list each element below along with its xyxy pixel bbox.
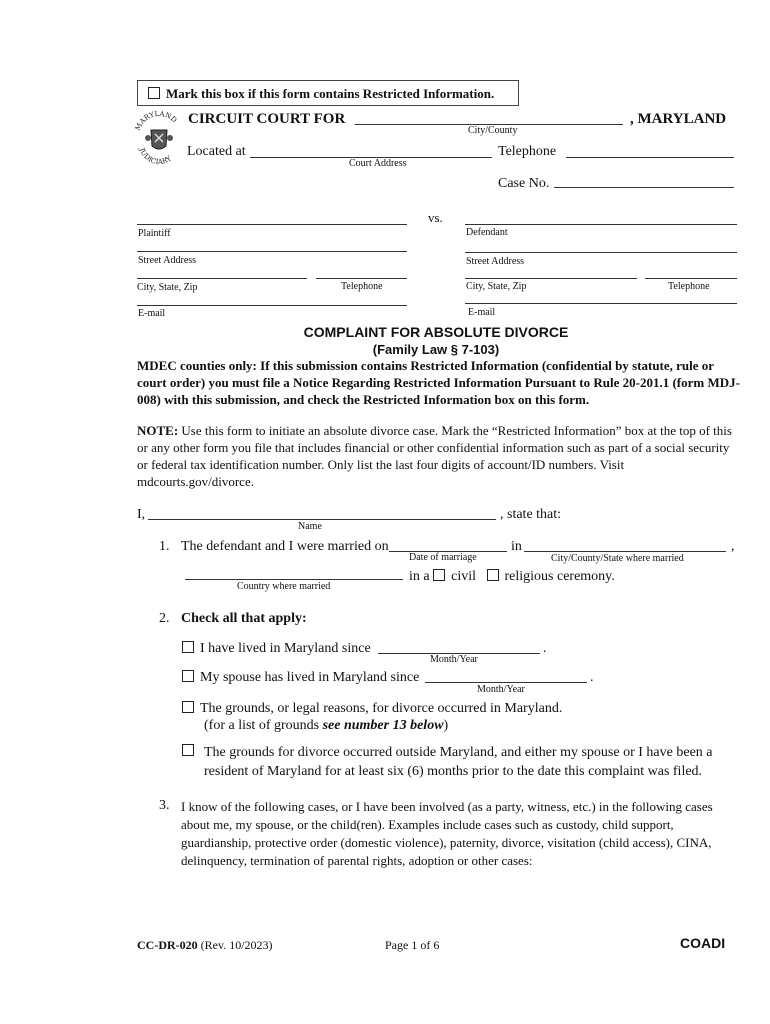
item2-heading: Check all that apply:: [181, 611, 307, 626]
option3-note-a: (for a list of grounds: [204, 718, 320, 733]
telephone-label: Telephone: [498, 144, 557, 159]
item2-number: 2.: [159, 611, 170, 626]
restricted-info-label: Mark this box if this form contains Restricted Information.: [166, 86, 495, 101]
option1-label: I have lived in Maryland since: [200, 641, 371, 656]
city-county-caption: City/County: [468, 125, 518, 136]
in-a-label: in a: [409, 569, 430, 584]
note-label: NOTE:: [137, 423, 179, 438]
option4-checkbox-wrap: [182, 744, 200, 760]
court-address-caption: Court Address: [349, 158, 407, 169]
name-line[interactable]: [148, 519, 496, 520]
option3-note-c: ): [443, 718, 449, 733]
page-subtitle: (Family Law § 7-103): [372, 342, 500, 357]
option4-label: The grounds for divorce occurred outside Maryland, and either my spouse or I have been a resident of Maryland for at least six (6) months prior to the date this complaint was filed.: [204, 745, 713, 779]
item2-option1: [182, 641, 371, 657]
name-caption: Name: [298, 521, 322, 532]
vs-label: vs.: [428, 210, 443, 225]
item3-text: I know of the following cases, or I have been involved (as a party, witness, etc.) in the following cases about me, my spouse, or the child(ren). Examples include cases such as custody, child support, guardianship, protective order (domestic violence), paternity, divorce, visitation (child access), CINA, delinquency, termination of parental rights, adoption or other cases:: [181, 799, 713, 868]
marriage-place-line[interactable]: [524, 551, 726, 552]
case-no-label: Case No.: [498, 176, 550, 191]
option4-checkbox[interactable]: [182, 744, 194, 756]
date-of-marriage-caption: Date of marriage: [409, 552, 477, 563]
svg-text:JUDICIARY: [137, 146, 173, 166]
case-no-line[interactable]: [554, 187, 734, 188]
svg-text:MARYLAND: [134, 110, 179, 132]
court-telephone-line[interactable]: [566, 157, 734, 158]
circuit-court-for: CIRCUIT COURT FOR: [188, 111, 346, 127]
page-number: Page 1 of 6: [385, 938, 440, 952]
item2-option2: [182, 670, 419, 686]
item1-in: in: [511, 539, 522, 554]
marriage-place-caption: City/County/State where married: [551, 553, 684, 564]
option3-checkbox[interactable]: [182, 701, 194, 713]
defendant-city-line[interactable]: [465, 278, 637, 279]
defendant-email-caption: E-mail: [468, 307, 496, 318]
footer-form-id: [137, 938, 273, 953]
country-caption: Country where married: [237, 581, 331, 592]
option1-caption: Month/Year: [430, 654, 478, 665]
plaintiff-email-line[interactable]: [137, 305, 407, 306]
page-title: COMPLAINT FOR ABSOLUTE DIVORCE: [303, 324, 569, 340]
plaintiff-city-line[interactable]: [137, 278, 307, 279]
restricted-info-checkbox[interactable]: [148, 87, 160, 99]
item2-option3: [182, 701, 562, 717]
option3-label: The grounds, or legal reasons, for divorce occurred in Maryland.: [200, 701, 563, 716]
form-revision: (Rev. 10/2023): [200, 938, 273, 952]
option1-checkbox[interactable]: [182, 641, 194, 653]
ceremony-choice: [409, 569, 615, 585]
option1-end: .: [543, 641, 547, 656]
item1-number: 1.: [159, 539, 170, 554]
maryland-judiciary-seal-icon: [133, 110, 185, 168]
option2-caption: Month/Year: [477, 684, 525, 695]
intro-i: I,: [137, 507, 146, 522]
note-text: Use this form to initiate an absolute divorce case. Mark the “Restricted Information” box at the top of this or any other form you file that includes financial or other confidential information such as part of a social security or federal tax identification number. Only list the last four digits of account/ID numbers. Visit mdcourts.gov/divorce.: [137, 423, 732, 489]
located-at-label: Located at: [187, 144, 246, 159]
religious-label: religious ceremony.: [504, 569, 615, 584]
seal-bottom-text: JUDICIARY: [137, 147, 173, 167]
item3-number: 3.: [159, 798, 170, 813]
civil-checkbox[interactable]: [433, 569, 445, 581]
plaintiff-caption: Plaintiff: [138, 228, 171, 239]
option3-note-b: see number 13 below: [322, 718, 444, 733]
item1-text: The defendant and I were married on: [181, 539, 389, 554]
restricted-info-box: [137, 80, 519, 106]
form-id: CC-DR-020: [137, 938, 198, 952]
defendant-email-line[interactable]: [465, 303, 737, 304]
plaintiff-line[interactable]: [137, 224, 407, 225]
defendant-caption: Defendant: [466, 227, 508, 238]
footer-abbreviation: COADI: [680, 935, 726, 951]
item1-comma: ,: [731, 539, 735, 554]
civil-label: civil: [451, 569, 476, 584]
defendant-line[interactable]: [465, 224, 737, 225]
maryland-label: , MARYLAND: [630, 111, 727, 127]
plaintiff-city-caption: City, State, Zip: [137, 282, 198, 293]
plaintiff-street-caption: Street Address: [138, 255, 197, 266]
plaintiff-phone-line[interactable]: [316, 278, 407, 279]
note-paragraph: [137, 422, 742, 490]
country-line[interactable]: [185, 579, 403, 580]
defendant-city-caption: City, State, Zip: [466, 281, 527, 292]
option2-line[interactable]: [425, 682, 587, 683]
defendant-phone-line[interactable]: [645, 278, 737, 279]
option2-end: .: [590, 670, 594, 685]
defendant-phone-caption: Telephone: [668, 281, 710, 292]
option3-note: [204, 718, 448, 734]
option2-checkbox[interactable]: [182, 670, 194, 682]
religious-checkbox[interactable]: [487, 569, 499, 581]
plaintiff-phone-caption: Telephone: [341, 281, 383, 292]
plaintiff-street-line[interactable]: [137, 251, 407, 252]
option2-label: My spouse has lived in Maryland since: [200, 670, 420, 685]
defendant-street-line[interactable]: [465, 252, 737, 253]
intro-state-that: , state that:: [500, 507, 562, 522]
seal-top-text: MARYLAND: [133, 110, 179, 132]
defendant-street-caption: Street Address: [466, 256, 525, 267]
mdec-notice: MDEC counties only: If this submission contains Restricted Information (confidential by statute, rule or court order) you must file a Notice Regarding Restricted Information Pursuant to Rule 20-201.1 (form MDJ-008) with this submission, and check the Restricted Information box on this form.: [137, 358, 740, 407]
plaintiff-email-caption: E-mail: [138, 308, 166, 319]
